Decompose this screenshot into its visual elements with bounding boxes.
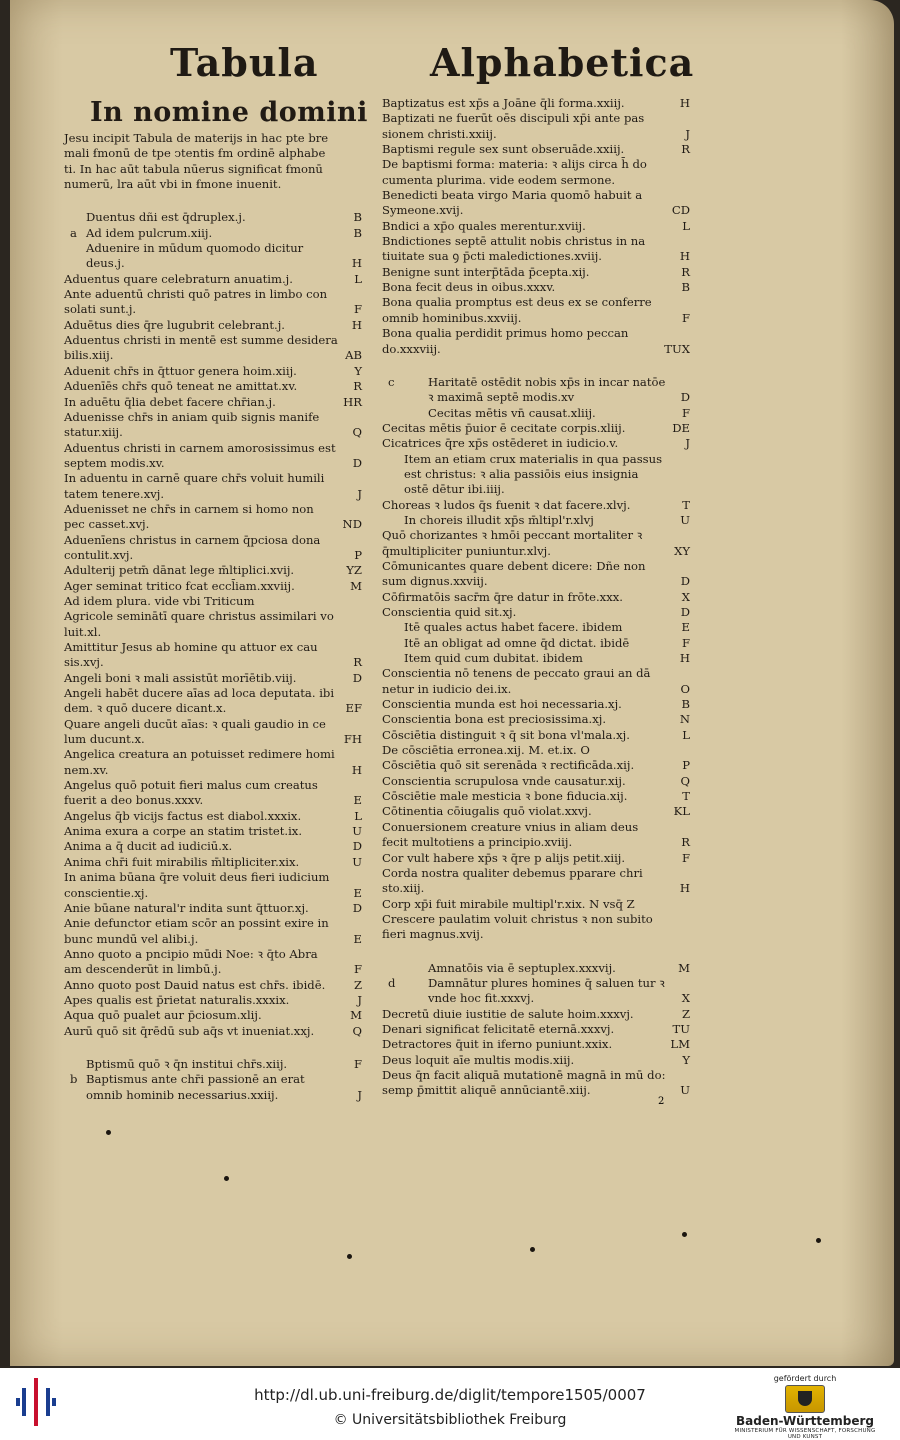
index-entry: [382, 789, 692, 804]
index-entry: [64, 594, 364, 609]
index-entry: [64, 364, 364, 379]
entry-reference-letter: Y: [354, 363, 362, 378]
left-entry-list: [64, 210, 364, 1103]
entry-reference-letter: M: [678, 960, 690, 975]
entry-reference-letter: N: [679, 712, 690, 727]
entry-reference-letter: B: [681, 697, 690, 712]
left-column: [64, 96, 368, 1103]
index-entry: [382, 498, 692, 513]
entry-reference-letter: B: [353, 210, 362, 225]
index-entry: [64, 533, 364, 564]
gathering-mark: a: [70, 225, 77, 240]
entry-text: Deus q̄n facit aliquā mutationē magnā in mū do: semp p̄mittit aliquē annūciantē.xiij.: [382, 1067, 666, 1098]
index-entry: [382, 188, 692, 219]
index-entry: [64, 318, 364, 333]
entry-text: Bndici a xp̄o quales merentur.xviij.: [382, 218, 586, 233]
entry-reference-letter: D: [352, 670, 362, 685]
entry-reference-letter: Z: [681, 1006, 690, 1021]
entry-text: Ager seminat tritico fcat eccl̄iam.xxviij.: [64, 578, 295, 593]
index-entry: [64, 916, 364, 947]
index-entry: [64, 870, 364, 901]
entry-text: Aduentus christi in mentē est summe desidera bilis.xiij.: [64, 333, 338, 363]
entry-reference-letter: TUX: [664, 341, 690, 356]
entry-text: Corp xp̄i fuit mirabile multipl'r.xix. N vsq̄ Z: [382, 896, 635, 911]
index-entry: [64, 778, 364, 809]
entry-text: In choreis illudit xp̄s m̄ltipl'r.xlvj: [404, 512, 594, 527]
entry-reference-letter: F: [681, 405, 690, 420]
entry-reference-letter: U: [680, 512, 690, 527]
entry-reference-letter: E: [353, 793, 362, 808]
entry-text: In aduentu in carnē quare chr̄s voluit humili tatem tenere.xvj.: [64, 471, 325, 501]
ink-dot: [224, 1176, 229, 1181]
entry-text: Apes qualis est p̄rietat naturalis.xxxix.: [64, 992, 290, 1007]
entry-text: In anima būana q̄re voluit deus fieri iudicium conscientie.xj.: [64, 870, 330, 900]
gathering-mark: d: [388, 975, 396, 990]
entry-reference-letter: X: [681, 589, 690, 604]
entry-reference-letter: E: [353, 931, 362, 946]
entry-reference-letter: F: [353, 962, 362, 977]
entry-reference-letter: R: [353, 655, 362, 670]
entry-reference-letter: O: [680, 681, 690, 696]
entry-reference-letter: Q: [352, 425, 362, 440]
entry-text: Bona qualia perdidit primus homo peccan do.xxxviij.: [382, 326, 629, 356]
index-entry: [382, 1022, 692, 1037]
entry-reference-letter: F: [353, 302, 362, 317]
index-entry: [64, 272, 364, 287]
entry-text: Bona fecit deus in oibus.xxxv.: [382, 280, 556, 295]
ink-dot: [530, 1247, 535, 1252]
entry-reference-letter: B: [353, 225, 362, 240]
entry-text: Aduenire in mūdum quomodo dicitur deus.j.: [86, 241, 304, 271]
index-entry: [64, 1057, 364, 1072]
entry-reference-letter: HR: [343, 394, 362, 409]
entry-text: Amittitur Jesus ab homine qu attuor ex cau sis.xvj.: [64, 640, 318, 670]
entry-reference-letter: U: [352, 854, 362, 869]
index-entry: [382, 234, 692, 265]
viewer-footer: [0, 1368, 900, 1440]
entry-reference-letter: D: [352, 839, 362, 854]
entry-text: Haritatē ostēdit nobis xp̄s in incar natōe ꝛ maximā septē modis.xv: [428, 374, 666, 405]
index-entry: [382, 528, 692, 559]
index-entry: [64, 747, 364, 778]
index-entry: [64, 824, 364, 839]
index-entry: [382, 636, 692, 651]
index-entry: [382, 620, 692, 635]
index-entry: [64, 809, 364, 824]
entry-text: Quō chorizantes ꝛ hmōi peccant mortaliter ꝛ q̄multipliciter puniuntur.xlvj.: [382, 528, 643, 558]
index-entry: [382, 1037, 692, 1052]
entry-reference-letter: F: [681, 310, 690, 325]
entry-reference-letter: F: [681, 850, 690, 865]
index-entry: [64, 640, 364, 671]
index-entry: [382, 375, 692, 406]
entry-text: Agricole seminātī quare christus assimilari vo luit.xl.: [64, 609, 334, 639]
opening-heading: In nomine domini: [90, 97, 368, 128]
index-entry: [64, 287, 364, 318]
index-entry: [64, 1024, 364, 1039]
entry-text: Ad idem plura. vide vbi Triticum: [64, 593, 255, 608]
entry-text: Conscientia quid sit.xj.: [382, 605, 517, 619]
entry-text: Angelus q̄b vicijs factus est diabol.xxxix.: [64, 808, 302, 823]
index-entry: [382, 1068, 692, 1099]
index-entry: [382, 326, 692, 357]
entry-text: Baptismi regule sex sunt obseruāde.xxiij.: [382, 142, 625, 157]
entry-text: Aduenit chr̄s in q̄ttuor genera hoim.xiij.: [64, 363, 297, 378]
entry-text: Conuersionem creature vnius in aliam deus fecit multotiens a principio.xviij.: [382, 819, 639, 850]
index-entry: [64, 395, 364, 410]
entry-text: Item quid cum dubitat. ibidem: [404, 651, 583, 666]
index-entry: [382, 804, 692, 819]
entry-text: In aduētu q̄lia debet facere chr̄ian.j.: [64, 394, 276, 409]
entry-reference-letter: Q: [352, 1023, 362, 1038]
entry-text: Anima chr̄i fuit mirabilis m̄ltipliciter.xix.: [64, 854, 300, 869]
entry-text: Aurū quō sit q̄rēdū sub aq̄s vt inueniat.xxj.: [64, 1023, 315, 1038]
index-entry: [382, 605, 692, 620]
entry-text: Angelus quō potuit fieri malus cum creatus fuerit a deo bonus.xxxv.: [64, 778, 318, 808]
entry-text: Adulterij petm̄ dānat lege m̄ltiplici.xvij.: [64, 563, 295, 578]
gathering-mark: b: [70, 1072, 78, 1087]
entry-text: Denari significat felicitatē eternā.xxxvj.: [382, 1021, 615, 1036]
entry-text: Duentus dñi est q̄druplex.j.: [86, 210, 246, 225]
entry-reference-letter: X: [681, 991, 690, 1006]
entry-text: Aduenīens christus in carnem q̄pciosa dona contulit.xvj.: [64, 532, 321, 562]
index-entry: [382, 976, 692, 1007]
entry-text: Cōsciētia quō sit serenāda ꝛ rectificāda.xij.: [382, 758, 635, 773]
entry-reference-letter: D: [680, 574, 690, 589]
index-entry: [382, 265, 692, 280]
index-entry: [382, 421, 692, 436]
index-entry: [64, 855, 364, 870]
entry-text: Cōsciētie male mesticia ꝛ bone fiducia.xij.: [382, 789, 628, 804]
index-entry: [382, 866, 692, 897]
index-entry: [64, 210, 364, 225]
entry-reference-letter: H: [679, 881, 690, 896]
index-entry: [382, 452, 692, 498]
entry-text: Benigne sunt interp̄tāda p̄cepta.xij.: [382, 264, 590, 279]
entry-reference-letter: M: [350, 578, 362, 593]
entry-reference-letter: LM: [670, 1037, 690, 1052]
index-entry: [64, 579, 364, 594]
entry-reference-letter: U: [352, 824, 362, 839]
entry-reference-letter: U: [680, 1083, 690, 1098]
entry-text: Aqua quō pualet aur p̄ciosum.xlij.: [64, 1008, 262, 1023]
entry-text: Baptizatus est xp̄s a Joāne q̄li forma.xxiij.: [382, 96, 625, 110]
entry-text: Amnatōis via ē septuplex.xxxvij.: [428, 960, 616, 975]
funder-name: Baden-Württemberg: [735, 1414, 874, 1428]
entry-reference-letter: J: [685, 126, 690, 141]
index-entry: [382, 111, 692, 142]
entry-reference-letter: M: [350, 1008, 362, 1023]
entry-text: Cōmunicantes quare debent dicere: Dñe non sum dignus.xxviij.: [382, 558, 646, 589]
entry-text: Anno quoto a pncipio mūdi Noe: ꝛ q̄to Abra am descenderūt in limbū.j.: [64, 946, 318, 977]
entry-reference-letter: H: [679, 96, 690, 110]
ink-dot: [816, 1238, 821, 1243]
entry-text: Cōfirmatōis sacr̄m q̄re datur in frōte.xxx.: [382, 589, 623, 604]
index-entry: [382, 820, 692, 851]
entry-text: Anno quoto post Dauid natus est chr̄s. ibidē.: [64, 977, 326, 992]
index-entry: [382, 590, 692, 605]
entry-reference-letter: P: [682, 758, 690, 773]
entry-text: Quare angeli ducūt aīas: ꝛ quali gaudio in ce lum ducunt.x.: [64, 716, 326, 747]
index-entry: [64, 1072, 364, 1103]
entry-text: Cecitas mētis p̄uior ē cecitate corpis.xliij.: [382, 420, 626, 435]
permalink-url[interactable]: http://dl.ub.uni-freiburg.de/diglit/tempore1505/0007: [254, 1386, 646, 1404]
index-entry: [64, 978, 364, 993]
entry-reference-letter: L: [354, 271, 362, 286]
entry-text: Bndictiones septē attulit nobis christus in na tiuitate sua ꝯ p̄cti maledictiones.xviij.: [382, 234, 646, 264]
entry-text: Bona qualia promptus est deus ex se conferre omnib hominibus.xxviij.: [382, 295, 652, 325]
index-entry: [382, 961, 692, 976]
entry-text: Bptismū quō ꝛ q̄n institui chr̄s.xiij.: [86, 1056, 288, 1071]
index-entry: [64, 717, 364, 748]
right-column: [382, 96, 692, 1099]
entry-reference-letter: T: [682, 789, 690, 804]
index-entry: [64, 441, 364, 472]
index-entry: [64, 686, 364, 717]
entry-reference-letter: H: [351, 762, 362, 777]
index-entry: [382, 1007, 692, 1022]
index-entry: [64, 671, 364, 686]
entry-reference-letter: Q: [680, 773, 690, 788]
entry-reference-letter: E: [353, 885, 362, 900]
entry-reference-letter: D: [680, 390, 690, 405]
entry-reference-letter: L: [682, 218, 690, 233]
entry-reference-letter: R: [681, 835, 690, 850]
index-entry: [64, 901, 364, 916]
entry-text: De baptismi forma: materia: ꝛ alijs circa h̄ do cumenta plurima. vide eodem sermone.: [382, 157, 647, 187]
entry-text: Anima exura a corpe an statim tristet.ix.: [64, 824, 303, 839]
entry-reference-letter: TU: [672, 1021, 690, 1036]
index-entry: [382, 1053, 692, 1068]
entry-reference-letter: DE: [672, 420, 690, 435]
entry-reference-letter: EF: [345, 701, 362, 716]
entry-reference-letter: H: [351, 256, 362, 271]
index-entry: [382, 851, 692, 866]
ink-dot: [682, 1232, 687, 1237]
entry-text: Cecitas mētis vn̄ causat.xliij.: [428, 405, 596, 420]
running-title-right: Alphabetica: [430, 40, 695, 85]
index-entry: [64, 563, 364, 578]
entry-reference-letter: FH: [343, 732, 362, 747]
index-entry: [64, 993, 364, 1008]
entry-text: Itē an obligat ad omne q̄d dictat. ibidē: [404, 635, 630, 650]
index-entry: [64, 410, 364, 441]
index-entry: [64, 471, 364, 502]
entry-reference-letter: J: [685, 436, 690, 451]
index-entry: [382, 651, 692, 666]
entry-reference-letter: L: [682, 727, 690, 742]
index-entry: [382, 280, 692, 295]
entry-text: Aduenīēs chr̄s quō teneat ne amittat.xv.: [64, 379, 298, 394]
index-entry: [64, 333, 364, 364]
entry-reference-letter: R: [681, 142, 690, 157]
entry-reference-letter: ND: [342, 517, 362, 532]
entry-reference-letter: D: [352, 900, 362, 915]
index-entry: [382, 728, 692, 743]
entry-reference-letter: J: [357, 992, 362, 1007]
index-entry: [382, 513, 692, 528]
entry-reference-letter: D: [352, 455, 362, 470]
funder-label: gefördert durch: [773, 1374, 837, 1383]
index-entry: [382, 774, 692, 789]
entry-reference-letter: F: [681, 635, 690, 650]
entry-text: Cor vult habere xp̄s ꝛ q̄re p alijs petit.xiij.: [382, 850, 626, 865]
index-entry: [382, 743, 692, 758]
entry-text: Choreas ꝛ ludos q̄s fuenit ꝛ dat facere.xlvj.: [382, 497, 631, 512]
ink-dot: [347, 1254, 352, 1259]
index-entry: [64, 241, 364, 272]
entry-text: Aduenisset ne chr̄s in carnem si homo non pec casset.xvj.: [64, 501, 314, 532]
entry-reference-letter: E: [681, 620, 690, 635]
index-entry: [382, 142, 692, 157]
index-entry: [382, 219, 692, 234]
entry-reference-letter: R: [353, 379, 362, 394]
entry-text: Detractores q̄uit in iferno puniunt.xxix.: [382, 1037, 613, 1052]
index-entry: [382, 436, 692, 451]
index-entry: [382, 666, 692, 697]
entry-text: Corda nostra qualiter debemus pparare chri sto.xiij.: [382, 865, 643, 896]
entry-text: Conscientia scrupulosa vnde causatur.xij.: [382, 773, 626, 788]
entry-reference-letter: J: [357, 486, 362, 501]
entry-text: Cicatrices q̄re xp̄s ostēderet in iudicio.v.: [382, 436, 619, 451]
entry-text: Conscientia munda est hoi necessaria.xj.: [382, 697, 622, 712]
entry-reference-letter: R: [681, 264, 690, 279]
index-entry: [382, 712, 692, 727]
entry-reference-letter: D: [680, 605, 690, 619]
entry-text: Crescere paulatim voluit christus ꝛ non subito fieri magnus.xvij.: [382, 911, 653, 942]
entry-text: Itē quales actus habet facere. ibidem: [404, 620, 623, 635]
entry-text: Angeli habēt ducere aīas ad loca deputata. ibi dem. ꝛ quō ducere dicant.x.: [64, 686, 335, 716]
copyright-notice: © Universitätsbibliothek Freiburg: [333, 1412, 567, 1428]
entry-reference-letter: T: [682, 497, 690, 512]
entry-reference-letter: J: [357, 1087, 362, 1102]
index-entry: [64, 839, 364, 854]
entry-reference-letter: XY: [674, 543, 690, 558]
funder-logo: [730, 1374, 880, 1440]
entry-text: Cōtinentia cōiugalis quō violat.xxvj.: [382, 804, 592, 819]
entry-text: Ad idem pulcrum.xiij.: [86, 225, 213, 240]
entry-text: Conscientia bona est preciosissima.xj.: [382, 712, 607, 727]
signature-mark: 2: [658, 1096, 665, 1107]
entry-text: Anima a q̄ ducit ad iudiciū.x.: [64, 839, 233, 854]
index-entry: [382, 697, 692, 712]
index-entry: [382, 157, 692, 188]
book-page: [10, 0, 894, 1366]
entry-reference-letter: Y: [682, 1052, 690, 1067]
entry-reference-letter: KL: [673, 804, 690, 819]
entry-text: De cōsciētia erronea.xij. M. et.ix. O: [382, 743, 590, 758]
entry-reference-letter: B: [681, 280, 690, 295]
ink-dot: [106, 1130, 111, 1135]
entry-reference-letter: H: [679, 651, 690, 666]
index-entry: [382, 295, 692, 326]
entry-text: Aduentus christi in carnem amorosissimus est septem modis.xv.: [64, 440, 336, 470]
index-entry: [382, 559, 692, 590]
index-entry: [382, 758, 692, 773]
entry-reference-letter: P: [354, 547, 362, 562]
entry-text: Aduenisse chr̄s in aniam quib signis manife statur.xiij.: [64, 409, 320, 440]
index-entry: [382, 96, 692, 111]
entry-text: Benedicti beata virgo Maria quomō habuit a Symeone.xvij.: [382, 188, 643, 218]
entry-text: Decretū diuie iustitie de salute hoim.xxxvj.: [382, 1006, 634, 1021]
entry-text: Aduētus dies q̄re lugubrit celebrant.j.: [64, 317, 285, 332]
entry-reference-letter: H: [679, 249, 690, 264]
index-entry: [382, 912, 692, 943]
entry-reference-letter: AB: [345, 348, 362, 363]
entry-text: Ante aduentū christi quō patres in limbo con solati sunt.j.: [64, 287, 328, 317]
entry-text: Cōsciētia distinguit ꝛ q̄ sit bona vl'mala.xj.: [382, 727, 630, 742]
index-entry: [64, 502, 364, 533]
index-entry: [382, 406, 692, 421]
entry-reference-letter: YZ: [346, 563, 362, 578]
entry-reference-letter: Z: [353, 977, 362, 992]
index-entry: [64, 947, 364, 978]
entry-text: Item an etiam crux materialis in qua passus est christus: ꝛ alia passiōis eius insignia ostē dētur ibi.iiij.: [404, 451, 663, 497]
entry-reference-letter: CD: [671, 203, 690, 218]
funder-ministry: MINISTERIUM FÜR WISSENSCHAFT, FORSCHUNG UND KUNST: [734, 1428, 876, 1440]
right-entry-list: [382, 96, 692, 1099]
entry-reference-letter: F: [353, 1056, 362, 1071]
entry-text: Damnātur plures homines q̄ saluen tur ꝛ vnde hoc fit.xxxvj.: [428, 975, 665, 1006]
entry-text: Conscientia nō tenens de peccato graui an dā netur in iudicio dei.ix.: [382, 666, 651, 696]
entry-reference-letter: L: [354, 808, 362, 823]
entry-text: Aduentus quare celebraturn anuatim.j.: [64, 271, 293, 286]
index-entry: [64, 1008, 364, 1023]
entry-text: Baptizati ne fuerūt oēs discipuli xp̄i ante pas sionem christi.xxiij.: [382, 111, 645, 141]
entry-text: Baptismus ante chr̄i passionē an erat omnib hominib necessarius.xxiij.: [86, 1072, 305, 1102]
index-entry: [64, 226, 364, 241]
index-entry: [382, 897, 692, 912]
entry-reference-letter: H: [351, 317, 362, 332]
index-entry: [64, 379, 364, 394]
entry-text: Anie defunctor etiam scōr an possint exire in bunc mundū vel alibi.j.: [64, 916, 329, 946]
gathering-mark: c: [388, 374, 395, 389]
coat-of-arms-icon: [785, 1385, 825, 1413]
entry-text: Deus loquit aīe multis modis.xiij.: [382, 1052, 575, 1067]
intro-paragraph: Jesu incipit Tabula de materijs in hac pte bre mali ẜmonū de tpe ↄtentis ẜm ordinē alphabe ti. In hac aūt tabula nūerus significat ẜmonū numerū, lra aūt vbi in ẜmone inuenit.: [64, 131, 329, 192]
entry-text: Anie būane natural'r indita sunt q̄ttuor.xj.: [64, 900, 309, 915]
index-entry: [64, 609, 364, 640]
entry-text: Angelica creatura an potuisset redimere homi nem.xv.: [64, 747, 335, 777]
entry-text: Angeli boni ꝛ mali assistūt morīētib.viij.: [64, 670, 297, 685]
running-title-left: Tabula: [170, 40, 319, 85]
